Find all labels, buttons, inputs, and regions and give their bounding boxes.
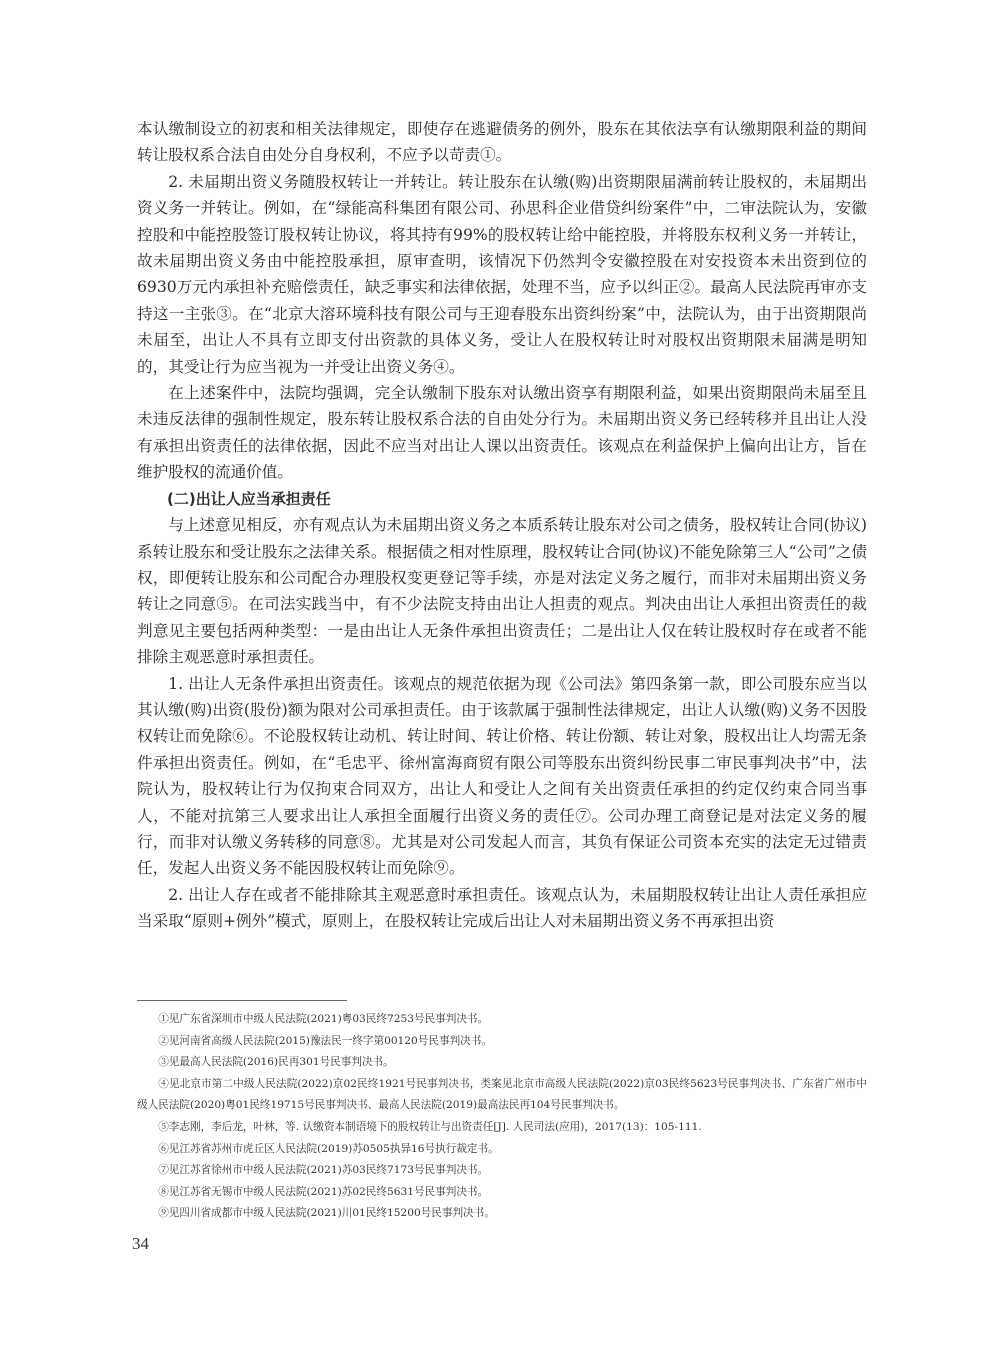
footnote: ②见河南省高级人民法院(2015)豫法民一终字第00120号民事判决书。	[158, 1034, 492, 1047]
paragraph-6: 2. 出让人存在或者不能排除其主观恶意时承担责任。该观点认为，未届期股权转让出让人责任承担应当采取“原则+例外”模式，原则上，在股权转让完成后出让人对未届期出资义务不再承担出资	[137, 885, 867, 931]
footnote: ④见北京市第二中级人民法院(2022)京02民终1921号民事判决书，类案见北京市高级人民法院(2022)京03民终5623号民事判决书、广东省广州市中级人民法院(2020)粤01民终19715号民事判决书、最高人民法院(2019)最高法民再104号民事判决书。	[137, 1077, 867, 1112]
footnote: ①见广东省深圳市中级人民法院(2021)粤03民终7253号民事判决书。	[158, 1013, 489, 1025]
footnote-divider	[137, 1000, 347, 1001]
paragraph-2: 2. 未届期出资义务随股权转让一并转让。转让股东在认缴(购)出资期限届满前转让股权的，未届期出资义务一并转让。例如，在“绿能高科集团有限公司、孙思科企业借贷纠纷案件”中，二审法院认为，安徽控股和中能控股签订股权转让协议，将其持有99%的股权转让给中能控股，并将股东权利义务一并转让，故未届期出资义务由中能控股承担，原审查明，该情况下仍然判令安徽控股在对安投资本未出资到位的6930万元内承担补充赔偿责任，缺乏事实和法律依据，处理不当，应予以纠正②。最高人民法院再审亦支持这一主张③。在“北京大溶环境科技有限公司与王迎春股东出资纠纷案”中，法院认为，由于出资期限尚未届至，出让人不具有立即支付出资款的具体义务，受让人在股权转让时对股权出资期限未届满是明知的，其受让行为应当视为一并受让出资义务④。	[137, 172, 867, 376]
footnotes	[137, 1009, 867, 1225]
footnote: ③见最高人民法院(2016)民再301号民事判决书。	[158, 1056, 394, 1069]
paragraph-3: 在上述案件中，法院均强调，完全认缴制下股东对认缴出资享有期限利益，如果出资期限尚未届至且未违反法律的强制性规定，股东转让股权系合法的自由处分行为。未届期出资义务已经转移并且出让人没有承担出资责任的法律依据，因此不应当对出让人课以出资责任。该观点在利益保护上偏向出让方，旨在维护股权的流通价值。	[137, 384, 867, 482]
paragraph-4: 与上述意见相反，亦有观点认为未届期出资义务之本质系转让股东对公司之债务，股权转让合同(协议)系转让股东和受让股东之法律关系。根据债之相对性原理，股权转让合同(协议)不能免除第三人“公司”之债权，即便转让股东和公司配合办理股权变更登记等手续，亦是对法定义务之履行，而非对未届期出资义务转让之同意⑤。在司法实践当中，有不少法院支持由出让人担责的观点。判决由出让人承担出资责任的裁判意见主要包括两种类型：一是由出让人无条件承担出资责任；二是出让人仅在转让股权时存在或者不能排除主观恶意时承担责任。	[137, 516, 867, 667]
section-heading: (二)出让人应当承担责任	[167, 489, 331, 508]
paragraph-5: 1. 出让人无条件承担出资责任。该观点的规范依据为现《公司法》第四条第一款，即公司股东应当以其认缴(购)出资(股份)额为限对公司承担责任。由于该款属于强制性法律规定，出让人认缴(购)义务不因股权转让而免除⑥。不论股权转让动机、转让时间、转让价格、转让份额、转让对象，股权出让人均需无条件承担出资责任。例如，在“毛忠平、徐州富海商贸有限公司等股东出资纠纷民事二审民事判决书”中，法院认为，股权转让行为仅拘束合同双方，出让人和受让人之间有关出资责任承担的约定仅约束合同当事人，不能对抗第三人要求出让人承担全面履行出资义务的责任⑦。公司办理工商登记是对法定义务的履行，而非对认缴义务转移的同意⑧。尤其是对公司发起人而言，其负有保证公司资本充实的法定无过错责任，发起人出资义务不能因股权转让而免除⑨。	[137, 674, 867, 878]
page-number: 34	[132, 1234, 149, 1253]
footnote: ⑤李志刚，李后龙，叶林，等. 认缴资本制语境下的股权转让与出资责任[J]. 人民司法(应用)，2017(13)：105-111.	[158, 1120, 702, 1133]
footnote: ⑦见江苏省徐州市中级人民法院(2021)苏03民终7173号民事判决书。	[158, 1164, 489, 1177]
footnote: ⑥见江苏省苏州市虎丘区人民法院(2019)苏0505执异16号执行裁定书。	[158, 1142, 499, 1155]
footnote: ⑧见江苏省无锡市中级人民法院(2021)苏02民终5631号民事判决书。	[158, 1185, 489, 1198]
footnote: ⑨见四川省成都市中级人民法院(2021)川01民终15200号民事判决书。	[158, 1207, 495, 1220]
main-text	[137, 116, 867, 935]
paragraph-1: 本认缴制设立的初衷和相关法律规定，即使存在逃避债务的例外，股东在其依法享有认缴期限利益的期间转让股权系合法自由处分自身权利，不应予以苛责①。	[137, 120, 867, 165]
